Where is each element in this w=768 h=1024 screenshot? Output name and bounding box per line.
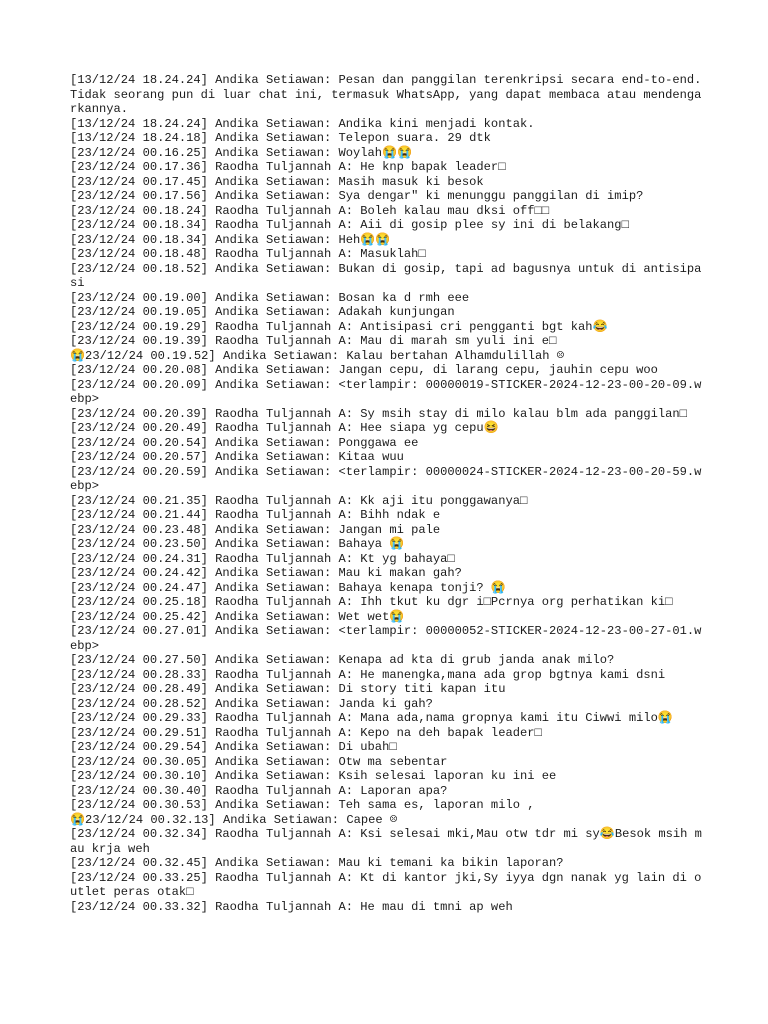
chat-message-line: [23/12/24 00.32.45] Andika Setiawan: Mau ki temani ka bikin laporan? [70, 856, 564, 870]
chat-message-line: [23/12/24 00.20.49] Raodha Tuljannah A: Hee siapa yg cepu😆 [70, 421, 499, 435]
chat-message-line: [23/12/24 00.27.01] Andika Setiawan: <terlampir: 00000052-STICKER-2024-12-23-00-27-01.webp> [70, 624, 702, 653]
chat-message-line: [23/12/24 00.25.42] Andika Setiawan: Wet wet😭 [70, 609, 405, 624]
chat-message-line: [23/12/24 00.29.54] Andika Setiawan: Di ubah□ [70, 740, 397, 754]
chat-message-line: [23/12/24 00.21.35] Raodha Tuljannah A: Kk aji itu ponggawanya□ [70, 493, 528, 508]
chat-message-line: [23/12/24 00.18.48] Raodha Tuljannah A: Masuklah□ [70, 247, 426, 261]
chat-message-line: [23/12/24 00.24.42] Andika Setiawan: Mau ki makan gah? [70, 566, 462, 580]
chat-message-line: [13/12/24 18.24.24] Andika Setiawan: Pesan dan panggilan terenkripsi secara end-to-end. Tidak seorang pun di luar chat ini, termasuk WhatsApp, yang dapat membaca atau mendengarkannya. [70, 73, 709, 116]
chat-message-line: [23/12/24 00.28.33] Raodha Tuljannah A: He manengka,mana ada grop bgtnya kami dsni [70, 667, 666, 682]
chat-message-line: [23/12/24 00.20.39] Raodha Tuljannah A: Sy msih stay di milo kalau blm ada panggilan□ [70, 406, 687, 421]
chat-message-line: 😭23/12/24 00.19.52] Andika Setiawan: Kalau bertahan Alhamdulillah ☹ [70, 348, 565, 363]
chat-message-line: [23/12/24 00.18.34] Raodha Tuljannah A: Aii di gosip plee sy ini di belakang□ [70, 218, 629, 232]
chat-message-line: [23/12/24 00.19.05] Andika Setiawan: Adakah kunjungan [70, 305, 455, 319]
chat-message-line: [23/12/24 00.23.50] Andika Setiawan: Bahaya 😭 [70, 537, 405, 551]
chat-message-line: [23/12/24 00.30.05] Andika Setiawan: Otw ma sebentar [70, 754, 448, 769]
chat-message-line: [23/12/24 00.19.39] Raodha Tuljannah A: Mau di marah sm yuli ini e□ [70, 334, 557, 348]
chat-message-line: [23/12/24 00.17.45] Andika Setiawan: Masih masuk ki besok [70, 174, 484, 189]
chat-message-line: [23/12/24 00.19.29] Raodha Tuljannah A: Antisipasi cri pengganti bgt kah😂 [70, 319, 608, 334]
chat-message-line: [23/12/24 00.25.18] Raodha Tuljannah A: Ihh tkut ku dgr i□Pcrnya org perhatikan ki□ [70, 595, 673, 609]
chat-message-line: [23/12/24 00.18.52] Andika Setiawan: Bukan di gosip, tapi ad bagusnya untuk di antisipasi [70, 261, 702, 290]
chat-message-line: [23/12/24 00.18.24] Raodha Tuljannah A: Boleh kalau mau dksi off□□ [70, 203, 549, 218]
chat-message-line: [23/12/24 00.30.10] Andika Setiawan: Ksih selesai laporan ku ini ee [70, 769, 557, 783]
chat-message-line: [13/12/24 18.24.24] Andika Setiawan: Andika kini menjadi kontak. [70, 116, 535, 131]
chat-message-line: [23/12/24 00.20.08] Andika Setiawan: Jangan cepu, di larang cepu, jauhin cepu woo [70, 363, 658, 377]
chat-message-line: [23/12/24 00.16.25] Andika Setiawan: Woylah😭😭 [70, 145, 413, 160]
chat-message-line: [23/12/24 00.30.53] Andika Setiawan: Teh sama es, laporan milo , [70, 798, 535, 812]
chat-message-line: [13/12/24 18.24.18] Andika Setiawan: Telepon suara. 29 dtk [70, 131, 491, 145]
chat-message-line: [23/12/24 00.20.09] Andika Setiawan: <terlampir: 00000019-STICKER-2024-12-23-00-20-09.webp> [70, 377, 702, 406]
chat-message-line: [23/12/24 00.24.31] Raodha Tuljannah A: Kt yg bahaya□ [70, 551, 455, 566]
chat-message-line: [23/12/24 00.29.33] Raodha Tuljannah A: Mana ada,nama gropnya kami itu Ciwwi milo😭 [70, 711, 673, 725]
chat-message-line: [23/12/24 00.28.52] Andika Setiawan: Janda ki gah? [70, 696, 433, 711]
chat-message-line: [23/12/24 00.32.34] Raodha Tuljannah A: Ksi selesai mki,Mau otw tdr mi sy😂Besok msih mau krja weh [70, 827, 702, 856]
chat-message-line: [23/12/24 00.20.54] Andika Setiawan: Ponggawa ee [70, 435, 419, 450]
chat-message-line: [23/12/24 00.21.44] Raodha Tuljannah A: Bihh ndak e [70, 508, 441, 522]
chat-message-line: [23/12/24 00.19.00] Andika Setiawan: Bosan ka d rmh eee [70, 290, 470, 305]
chat-message-line: [23/12/24 00.27.50] Andika Setiawan: Kenapa ad kta di grub janda anak milo? [70, 653, 615, 667]
chat-message-line: [23/12/24 00.29.51] Raodha Tuljannah A: Kepo na deh bapak leader□ [70, 725, 542, 740]
chat-message-line: [23/12/24 00.33.32] Raodha Tuljannah A: He mau di tmni ap weh [70, 899, 513, 914]
chat-message-line: [23/12/24 00.23.48] Andika Setiawan: Jangan mi pale [70, 522, 441, 537]
chat-message-line: [23/12/24 00.33.25] Raodha Tuljannah A: Kt di kantor jki,Sy iyya dgn nanak yg lain di outlet peras otak□ [70, 870, 702, 899]
chat-message-line: [23/12/24 00.20.57] Andika Setiawan: Kitaa wuu [70, 450, 404, 464]
chat-message-line: [23/12/24 00.30.40] Raodha Tuljannah A: Laporan apa? [70, 783, 448, 798]
chat-message-line: [23/12/24 00.28.49] Andika Setiawan: Di story titi kapan itu [70, 682, 506, 696]
chat-message-line: [23/12/24 00.18.34] Andika Setiawan: Heh😭😭 [70, 232, 391, 247]
chat-message-line: [23/12/24 00.20.59] Andika Setiawan: <terlampir: 00000024-STICKER-2024-12-23-00-20-59.webp> [70, 464, 702, 493]
chat-message-line: 😭23/12/24 00.32.13] Andika Setiawan: Capee ☹ [70, 812, 398, 827]
chat-message-line: [23/12/24 00.24.47] Andika Setiawan: Bahaya kenapa tonji? 😭 [70, 580, 506, 595]
chat-message-line: [23/12/24 00.17.36] Raodha Tuljannah A: He knp bapak leader□ [70, 160, 506, 174]
chat-transcript [70, 73, 709, 914]
chat-message-line: [23/12/24 00.17.56] Andika Setiawan: Sya dengar" ki menunggu panggilan di imip? [70, 189, 644, 203]
